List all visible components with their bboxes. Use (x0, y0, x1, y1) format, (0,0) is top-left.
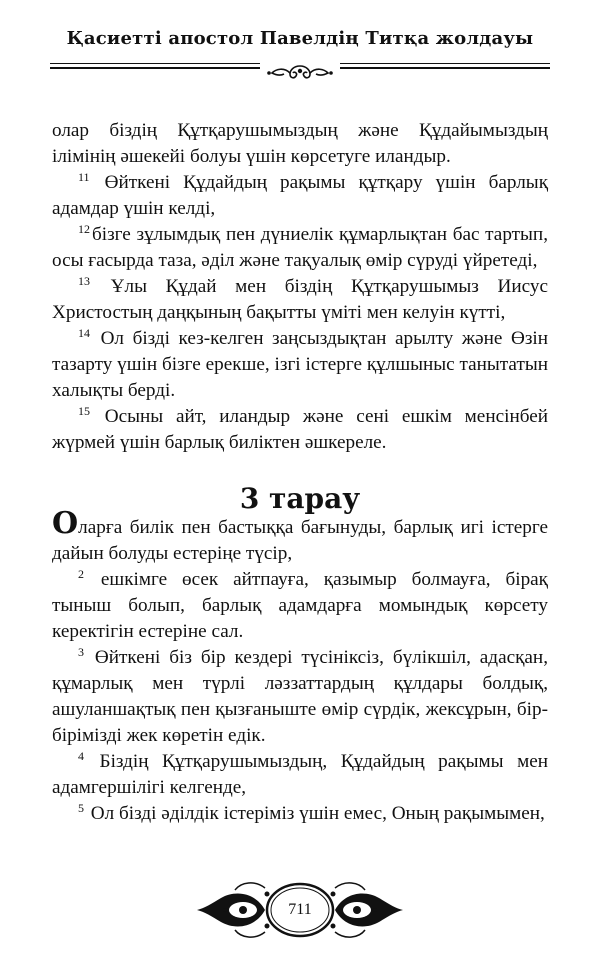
verse-13 (52, 274, 548, 326)
page-number: 711 (288, 901, 312, 918)
verses-bottom (52, 506, 549, 827)
verse-number: 5 (78, 801, 84, 815)
verse-text: Өйткені Құдайдың рақымы құтқару үшін барлық адамдар үшін келді, (52, 172, 549, 219)
running-head: Қасиетті апостол Павелдің Титқа жолдауы (66, 28, 534, 49)
verse-number: 12 (78, 222, 90, 236)
verse-number: 11 (78, 170, 90, 184)
chapter-title: 3 тарау (239, 482, 361, 515)
verse-text: Ұлы Құдай мен біздің Құтқарушымыз Иисус Христостың даңқының бақытты үміті мен келуін күтті, (52, 276, 548, 323)
header-ornament-icon (260, 61, 340, 85)
verse-number: 14 (78, 326, 90, 340)
verse-number: 13 (78, 274, 90, 288)
verses-top (52, 118, 548, 456)
verse-12 (52, 222, 548, 274)
verse-text: Өйткені біз бір кездері түсініксіз, бүлікшіл, адасқан, құмарлық мен түрлі ләззаттардың құлдары болдық, ашуланшақтық пен қызғаныште өмір сүрдік, жексұрын, бір-бірімізді жек көретін едік. (52, 647, 549, 746)
verse-number: 15 (78, 404, 90, 418)
verse-text: ешкімге өсек айтпауға, қазымыр болмауға, бірақ тыныш болып, барлық адамдарға момындық көрсету керектігін естеріне сал. (52, 569, 548, 642)
verse-text: ларға билік пен бастыққа бағынуды, барлық игі істерге дайын болуды естеріңе түсір, (52, 517, 548, 564)
verse-number: 4 (78, 749, 84, 763)
verse-text: бізге зұлымдық пен дүниелік құмарлықтан бас тартып, осы ғасырда таза, әділ және тақуалық өмір сүруді үйретеді, (52, 224, 548, 271)
verse-15 (52, 404, 548, 456)
verse-4 (52, 749, 548, 801)
verse-11 (52, 170, 548, 222)
verse-number: 3 (78, 645, 84, 659)
verse-continuation (52, 118, 548, 170)
verse-text: Осыны айт, иландыр және сені ешкім менсінбей жүрмей үшін барлық биліктен әшкереле. (52, 406, 549, 453)
verse-3 (52, 645, 548, 749)
verse-text: Ол бізді әділдік істеріміз үшін емес, Оның рақымымен, (90, 803, 545, 824)
drop-cap: О (52, 506, 79, 541)
verse-14 (52, 326, 548, 404)
verse-1 (52, 506, 548, 567)
verse-text: Біздің Құтқарушымыздың, Құдайдың рақымы мен адамгершілігі келгенде, (52, 751, 548, 798)
verse-number: 2 (78, 567, 84, 581)
verse-text: Ол бізді кез-келген заңсыздықтан арылту және Өзін тазарту үшін бізге ерекше, ізгі істерге құлшыныс танытатын халықты берді. (52, 328, 548, 401)
verse-5 (52, 801, 548, 827)
verse-text: олар біздің Құтқарушымыздың және Құдайымыздың ілімінің әшекейі болуы үшін көрсетуге иландыр. (52, 120, 548, 167)
verse-2 (52, 567, 548, 645)
